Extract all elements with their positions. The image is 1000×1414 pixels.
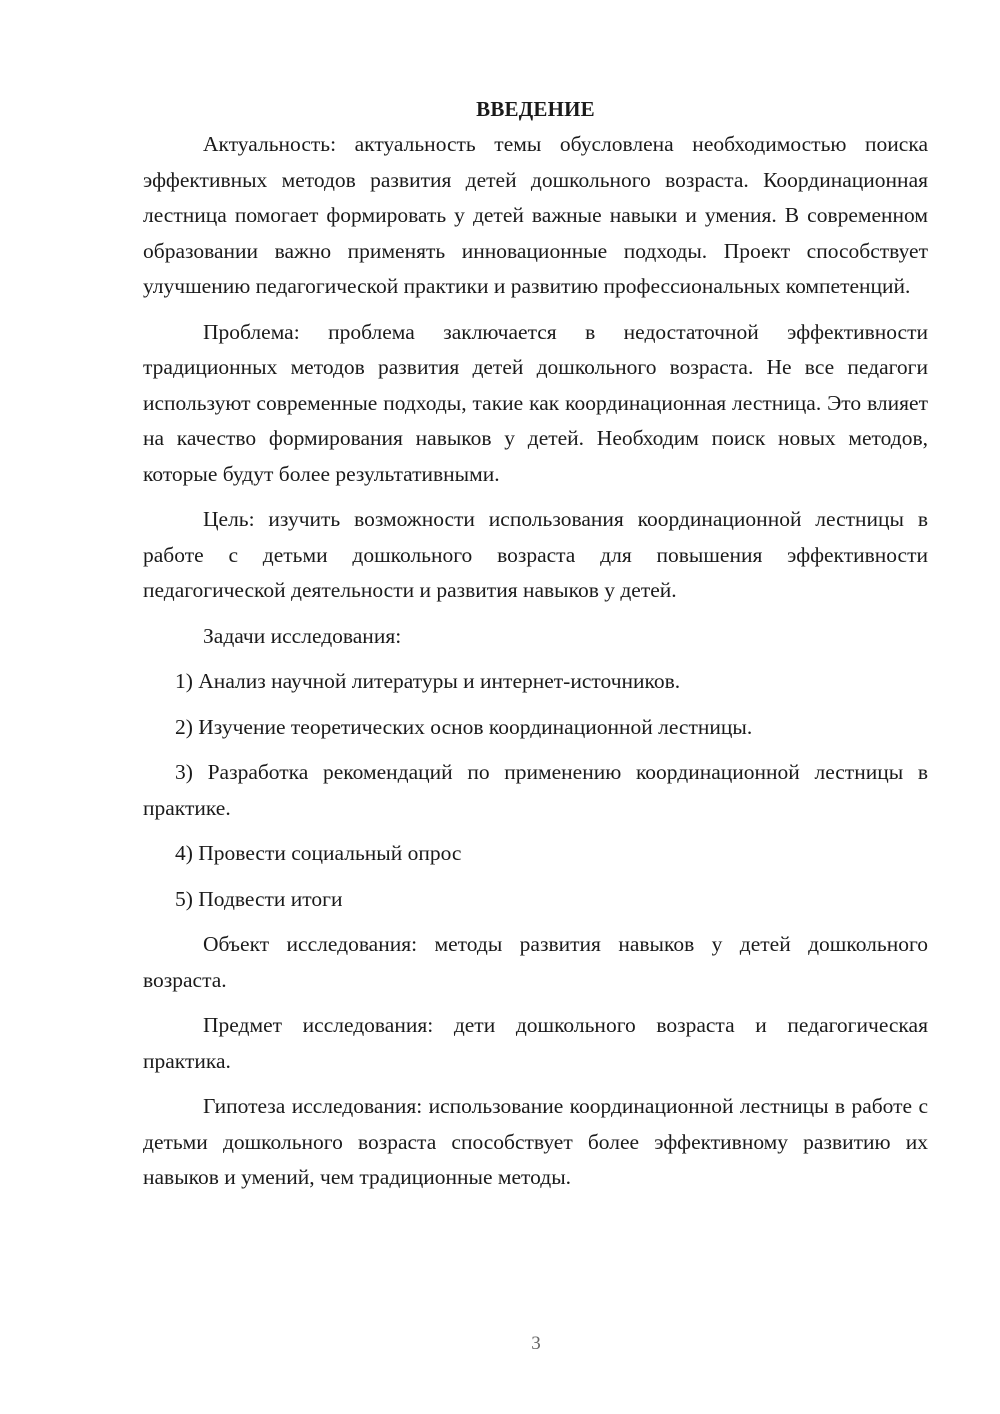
task-item-3: 3) Разработка рекомендаций по применению координационной лестницы в практике. xyxy=(143,760,928,820)
page-number: 3 xyxy=(531,1333,541,1354)
goal-paragraph: Цель: изучить возможности использования координационной лестницы в работе с детьми дошкольного возраста для повышения эффективности педагогической деятельности и развития навыков у детей. xyxy=(143,507,928,602)
hypothesis-paragraph: Гипотеза исследования: использование координационной лестницы в работе с детьми дошкольного возраста способствует более эффективному развитию их навыков и умений, чем традиционные методы. xyxy=(143,1094,928,1189)
object-paragraph: Объект исследования: методы развития навыков у детей дошкольного возраста. xyxy=(143,932,928,992)
task-item-1: 1) Анализ научной литературы и интернет-источников. xyxy=(175,669,681,693)
task-item-5: 5) Подвести итоги xyxy=(175,886,343,911)
subject-paragraph: Предмет исследования: дети дошкольного возраста и педагогическая практика. xyxy=(143,1013,928,1073)
relevance-paragraph: Актуальность: актуальность темы обусловлена необходимостью поиска эффективных методов развития детей дошкольного возраста. Координационная лестница помогает формировать у детей важные навыки и умения. В современном образовании важно применять инновационные подходы. Проект способствует улучшению педагогической практики и развитию профессиональных компетенций. xyxy=(143,132,928,298)
document-page xyxy=(143,92,928,1196)
section-heading: ВВЕДЕНИЕ xyxy=(476,97,595,121)
task-item-4: 4) Провести социальный опрос xyxy=(175,841,462,865)
problem-paragraph: Проблема: проблема заключается в недостаточной эффективности традиционных методов развития детей дошкольного возраста. Не все педагоги используют современные подходы, такие как координационная лестница. Это влияет на качество формирования навыков у детей. Необходим поиск новых методов, которые будут более результативными. xyxy=(143,319,928,486)
task-item-2: 2) Изучение теоретических основ координационной лестницы. xyxy=(175,714,753,739)
tasks-heading: Задачи исследования: xyxy=(203,623,402,648)
